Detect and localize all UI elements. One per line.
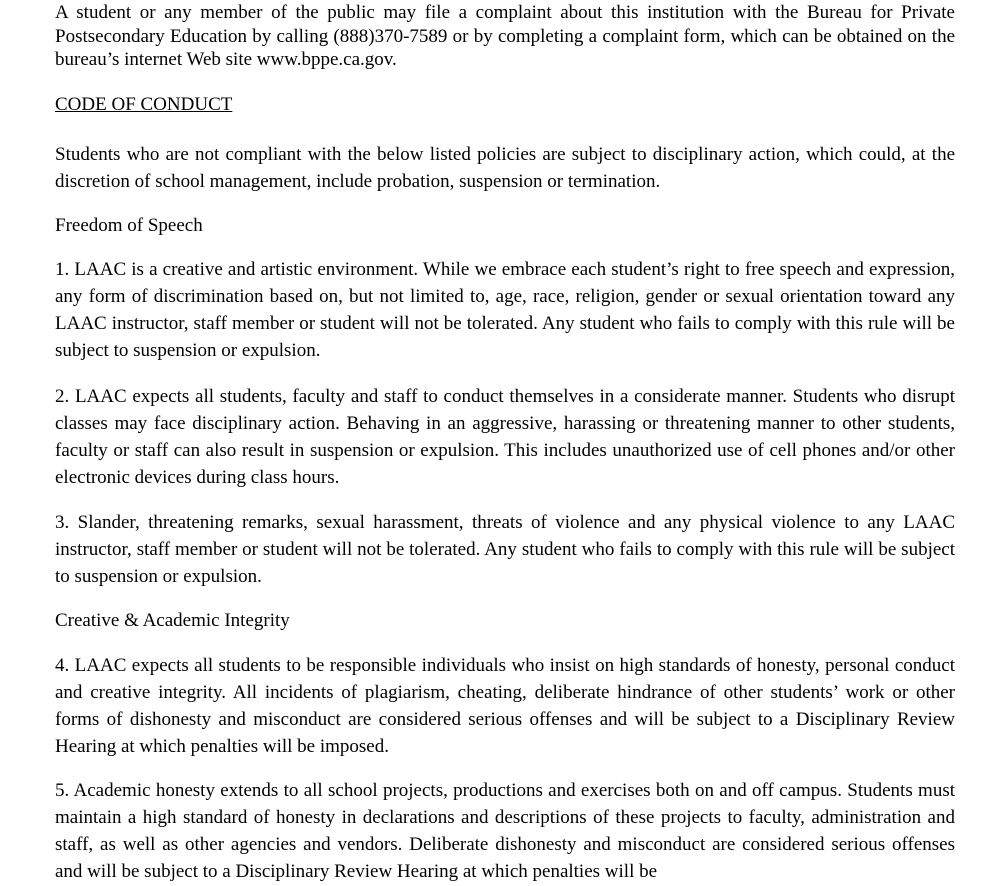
policy-item-2: 2. LAAC expects all students, faculty and staff to conduct themselves in a considerate manner. Students who disrupt classes may face disciplinary action. Behaving in an aggressive, harassing or threatening manner to other students, faculty or staff can also result in suspension or expulsion. This includes unauthorized use of cell phones and/or other electronic devices during class hours. [55, 386, 955, 488]
section-title-creative-academic-integrity: Creative & Academic Integrity [55, 610, 290, 631]
policy-item-4: 4. LAAC expects all students to be responsible individuals who insist on high standards of honesty, personal conduct and creative integrity. All incidents of plagiarism, cheating, deliberate hindrance of other students’ work or other forms of dishonesty and misconduct are considered serious offenses and will be subject to a Disciplinary Review Hearing at which penalties will be imposed. [55, 655, 955, 757]
policy-item-5: 5. Academic honesty extends to all school projects, productions and exercises both on and off campus. Students must maintain a high standard of honesty in declarations and descriptions of these projects to faculty, administration and staff, as well as other agencies and vendors. Deliberate dishonesty and misconduct are considered serious offenses and will be subject to a Disciplinary Review Hearing at which penalties will be [55, 780, 955, 882]
policy-item-1: 1. LAAC is a creative and artistic environment. While we embrace each student’s right to free speech and expression, any form of discrimination based on, but not limited to, age, race, religion, gender or sexual orientation toward any LAAC instructor, staff member or student will not be tolerated. Any student who fails to comply with this rule will be subject to suspension or expulsion. [55, 259, 955, 361]
section-title-freedom-of-speech: Freedom of Speech [55, 215, 203, 236]
code-of-conduct-heading: CODE OF CONDUCT [55, 94, 233, 115]
complaint-paragraph: A student or any member of the public may file a complaint about this institution with the Bureau for Private Postsecondary Education by calling (888)370-7589 or by completing a complaint form, which can be obtained on the bureau’s internet Web site www.bppe.ca.gov. [55, 2, 955, 70]
conduct-intro-paragraph: Students who are not compliant with the below listed policies are subject to disciplinary action, which could, at the discretion of school management, include probation, suspension or termination. [55, 144, 955, 192]
policy-item-3: 3. Slander, threatening remarks, sexual harassment, threats of violence and any physical violence to any LAAC instructor, staff member or student will not be tolerated. Any student who fails to comply with this rule will be subject to suspension or expulsion. [55, 512, 955, 587]
